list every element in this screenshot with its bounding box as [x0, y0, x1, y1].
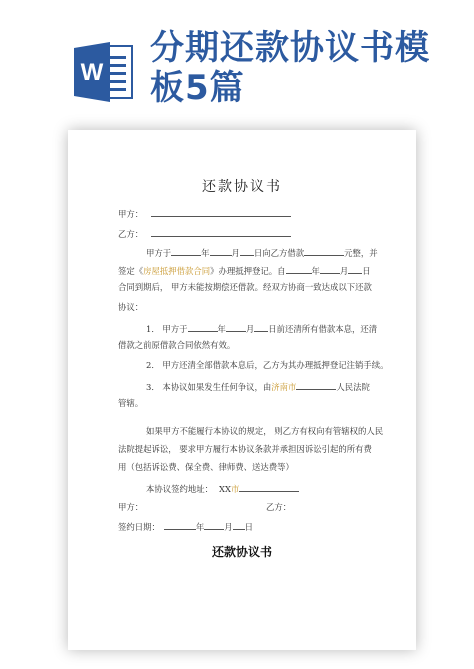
paragraph-line-5: 如果甲方不能履行本协议的规定， 则乙方有权向有管辖权的人民 — [146, 426, 384, 436]
party-a-line: 甲方： — [118, 207, 291, 220]
banner-title-line1: 分期还款协议书模 — [150, 28, 430, 68]
bottom-title: 还款协议书 — [211, 545, 272, 559]
paragraph-line-6: 法院提起诉讼， 要求甲方履行本协议条款并承担因诉讼引起的所有费 — [118, 444, 372, 454]
document-page — [68, 130, 416, 650]
party-b-line: 乙方： — [118, 227, 291, 240]
paragraph-line-3: 合同到期后， 甲方未能按期偿还借款。经双方协商一致达成以下还款 — [118, 282, 372, 292]
sign-party-a: 甲方： — [118, 502, 144, 512]
word-document-icon — [74, 40, 134, 104]
svg-text:W: W — [80, 59, 104, 86]
paragraph-line-7: 用（包括诉讼费、保全费、律师费、送达费等） — [118, 462, 294, 472]
sign-party-b: 乙方： — [266, 502, 292, 512]
sign-place-line: 本协议签约地址： XX市 — [146, 482, 299, 495]
sign-date-line: 签约日期： 年 月 日 — [118, 522, 253, 532]
banner-title-line2: 板5篇 — [150, 68, 245, 108]
paragraph-line-1: 甲方于 年 月 日向乙方借款 元整，并 — [146, 248, 378, 258]
clause-1-line-1: 1． 甲方于 年 月 日前还清所有借款本息，还清 — [146, 324, 378, 334]
banner-title — [150, 28, 460, 108]
clause-3-line-1: 3． 本协议如果发生任何争议，由济南市 人民法院 — [146, 382, 370, 392]
clause-3-line-2: 管辖。 — [118, 398, 144, 408]
clause-2-line: 2． 甲方还清全部借款本息后，乙方为其办理抵押登记注销手续。 — [146, 360, 389, 370]
clause-1-line-2: 借款之前原借款合同依然有效。 — [118, 340, 236, 350]
paragraph-line-4: 协议： — [118, 302, 144, 312]
document-title: 还款协议书 — [202, 179, 282, 195]
paragraph-line-2: 签定《房屋抵押借款合同》办理抵押登记。自 年 月 日 — [118, 266, 371, 276]
